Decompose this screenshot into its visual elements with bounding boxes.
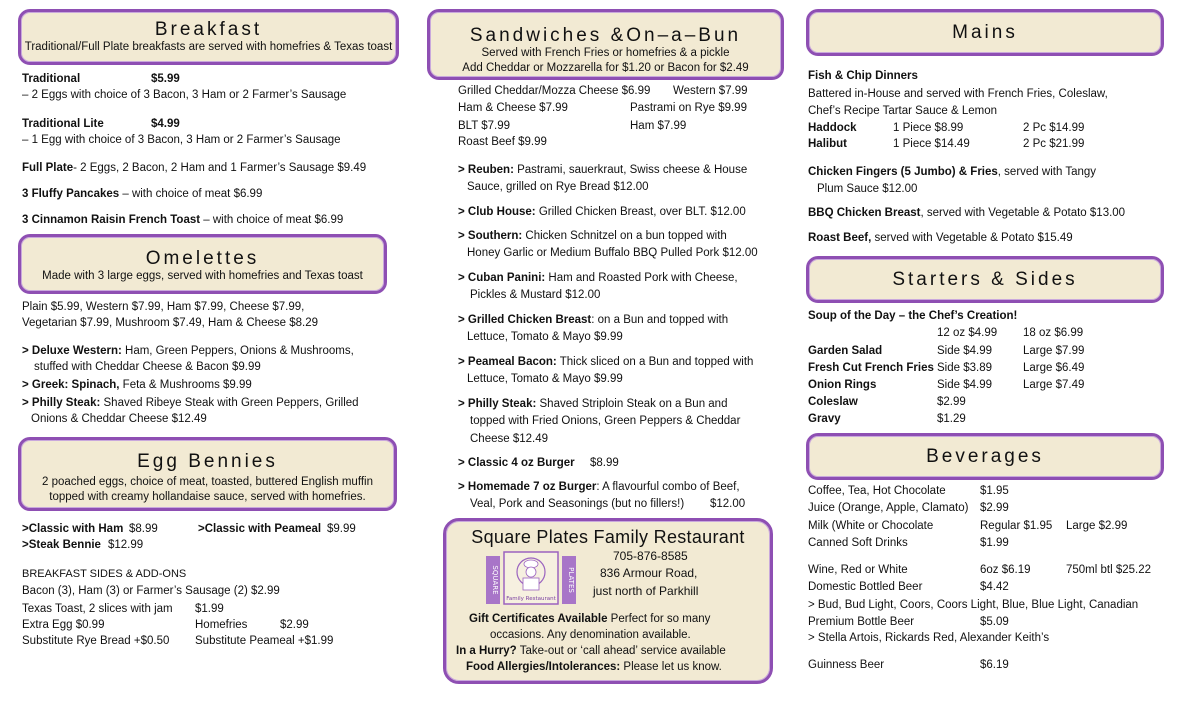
traditional-name: Traditional bbox=[22, 73, 81, 85]
halibut: Halibut bbox=[808, 138, 847, 150]
beverage-item-name: Canned Soft Drinks bbox=[808, 536, 908, 549]
sides-homefries: Homefries bbox=[195, 619, 248, 631]
philly-steak-desc-2: Cheese $12.49 bbox=[470, 433, 549, 445]
sides-texas-price: $1.99 bbox=[195, 603, 224, 615]
grilled-cheese: Grilled Cheddar/Mozza Cheese $6.99 bbox=[458, 85, 651, 97]
deluxe-western: > Deluxe Western: Ham, Green Peppers, Onions & Mushrooms, bbox=[22, 345, 354, 357]
peameal-bacon: > Peameal Bacon: Thick sliced on a Bun and topped with bbox=[458, 356, 754, 368]
sandwiches-title: Sandwiches &On–a–Bun bbox=[469, 25, 742, 46]
premium-beer: Premium Bottle Beer bbox=[808, 616, 915, 628]
sides-heading: BREAKFAST SIDES & ADD-ONS bbox=[22, 568, 187, 580]
classic-peameal-bennie: >Classic with Peameal bbox=[198, 523, 322, 535]
wine-6oz: 6oz $6.19 bbox=[980, 564, 1031, 576]
logo-left-text: SQUARE bbox=[491, 565, 499, 595]
premium-beer-list: > Stella Artois, Rickards Red, Alexander Keith’s bbox=[808, 632, 1050, 644]
sandwiches-subtitle-2: Add Cheddar or Mozzarella for $1.20 or Bacon for $2.49 bbox=[462, 62, 749, 74]
starter-item-price-b: Large $7.49 bbox=[1023, 379, 1085, 391]
deluxe-western-desc: stuffed with Cheddar Cheese & Bacon $9.99 bbox=[34, 361, 261, 373]
classic-burger: > Classic 4 oz Burger bbox=[458, 457, 575, 469]
homemade-burger-desc: Veal, Pork and Seasonings (but no fillers!) bbox=[470, 498, 685, 510]
fish-desc-2: Chef’s Recipe Tartar Sauce & Lemon bbox=[808, 105, 997, 117]
restaurant-address-1: 836 Armour Road, bbox=[600, 566, 698, 580]
fish-heading: Fish & Chip Dinners bbox=[808, 70, 918, 82]
beverage-item-price-b: Large $2.99 bbox=[1066, 519, 1128, 532]
homemade-burger: > Homemade 7 oz Burger: A flavourful combo of Beef, bbox=[458, 481, 740, 493]
pastrami-sandwich: Pastrami on Rye $9.99 bbox=[630, 102, 747, 114]
starter-item-price-a: Side $4.99 bbox=[937, 345, 992, 357]
classic-ham-bennie: >Classic with Ham bbox=[22, 523, 124, 535]
soup-12oz: 12 oz $4.99 bbox=[937, 327, 998, 339]
halibut-2pc: 2 Pc $21.99 bbox=[1023, 138, 1085, 150]
domestic-beer: Domestic Bottled Beer bbox=[808, 581, 923, 593]
philly-omelette-desc: Onions & Cheddar Cheese $12.49 bbox=[31, 413, 207, 425]
soup-18oz: 18 oz $6.99 bbox=[1023, 327, 1084, 339]
starter-item-price-a: $1.29 bbox=[937, 413, 966, 425]
philly-steak-desc-1: topped with Fried Onions, Green Peppers & Cheddar bbox=[470, 415, 741, 427]
starter-item-price-a: Side $3.89 bbox=[937, 362, 992, 374]
starter-item-name: Gravy bbox=[808, 413, 841, 425]
sides-texas: Texas Toast, 2 slices with jam bbox=[22, 603, 173, 615]
domestic-beer-list: > Bud, Bud Light, Coors, Coors Light, Blue, Blue Light, Canadian bbox=[808, 599, 1139, 611]
mains-title: Mains bbox=[952, 22, 1018, 43]
starter-item-price-b: Large $7.99 bbox=[1023, 345, 1085, 357]
steak-bennie: >Steak Bennie bbox=[22, 539, 101, 551]
beverage-item-name: Milk (White or Chocolate bbox=[808, 519, 934, 532]
bennies-subtitle-2: topped with creamy hollandaise sauce, served with homefries. bbox=[49, 491, 366, 503]
omelettes-line2: Vegetarian $7.99, Mushroom $7.49, Ham & Cheese $8.29 bbox=[22, 317, 318, 329]
philly-steak-sandwich: > Philly Steak: Shaved Striploin Steak on a Bun and bbox=[458, 398, 728, 410]
traditional-price: $5.99 bbox=[151, 73, 180, 85]
lite-price: $4.99 bbox=[151, 118, 180, 130]
steak-bennie-price: $12.99 bbox=[108, 539, 144, 551]
premium-beer-price: $5.09 bbox=[980, 616, 1009, 628]
bennies-title: Egg Bennies bbox=[137, 451, 278, 472]
greek-omelette: > Greek: Spinach, Feta & Mushrooms $9.99 bbox=[22, 379, 252, 391]
haddock: Haddock bbox=[808, 122, 857, 134]
starters-header bbox=[806, 256, 1164, 303]
halibut-1pc: 1 Piece $14.49 bbox=[893, 138, 970, 150]
beverage-item-price-a: $1.95 bbox=[980, 485, 1009, 497]
breakfast-subtitle: Traditional/Full Plate breakfasts are served with homefries & Texas toast bbox=[24, 41, 393, 53]
guinness: Guinness Beer bbox=[808, 659, 885, 671]
reuben: > Reuben: Pastrami, sauerkraut, Swiss cheese & House bbox=[458, 164, 748, 176]
lite-item bbox=[22, 117, 104, 132]
beverage-item-price-a: $2.99 bbox=[980, 502, 1009, 515]
roast-beef-main: Roast Beef, served with Vegetable & Potato $15.49 bbox=[808, 232, 1073, 244]
southern-desc: Honey Garlic or Medium Buffalo BBQ Pulled Pork $12.00 bbox=[467, 247, 758, 259]
in-a-hurry: In a Hurry? Take-out or ‘call ahead’ service available bbox=[456, 645, 726, 657]
peameal-bacon-desc: Lettuce, Tomato & Mayo $9.99 bbox=[467, 373, 623, 385]
breakfast-header bbox=[18, 9, 399, 65]
starters-title: Starters & Sides bbox=[892, 269, 1078, 290]
wine: Wine, Red or White bbox=[808, 564, 908, 576]
philly-omelette: > Philly Steak: Shaved Ribeye Steak with Green Peppers, Grilled bbox=[22, 397, 359, 409]
logo-right-text: PLATES bbox=[567, 567, 575, 593]
traditional-item bbox=[22, 72, 80, 87]
sides-meat: Bacon (3), Ham (3) or Farmer’s Sausage (2) $2.99 bbox=[22, 585, 280, 597]
sides-peameal: Substitute Peameal +$1.99 bbox=[195, 635, 334, 647]
logo-banner-text: Family Restaurant bbox=[506, 596, 556, 602]
cuban-panini: > Cuban Panini: Ham and Roasted Pork with Cheese, bbox=[458, 272, 738, 284]
gift-certificates: Gift Certificates Available Perfect for so many bbox=[469, 613, 711, 625]
sides-homefries-price: $2.99 bbox=[280, 619, 309, 631]
beverage-item-name: Coffee, Tea, Hot Chocolate bbox=[808, 485, 946, 497]
sandwiches-subtitle-1: Served with French Fries or homefries & a pickle bbox=[481, 47, 730, 59]
grilled-chicken-breast: > Grilled Chicken Breast: on a Bun and topped with bbox=[458, 314, 729, 326]
gift-certificates-desc: occasions. Any denomination available. bbox=[490, 629, 691, 641]
southern: > Southern: Chicken Schnitzel on a bun topped with bbox=[458, 230, 727, 242]
breakfast-title: Breakfast bbox=[154, 19, 263, 40]
beverage-item-name: Juice (Orange, Apple, Clamato) bbox=[808, 502, 969, 515]
classic-ham-price: $8.99 bbox=[129, 523, 158, 535]
sides-rye: Substitute Rye Bread +$0.50 bbox=[22, 635, 170, 647]
homemade-burger-price: $12.00 bbox=[710, 498, 746, 510]
sides-egg: Extra Egg $0.99 bbox=[22, 619, 105, 631]
classic-burger-price: $8.99 bbox=[590, 457, 619, 469]
fish-desc-1: Battered in-House and served with French Fries, Coleslaw, bbox=[808, 88, 1108, 100]
beverage-item-price-a: $1.99 bbox=[980, 536, 1009, 549]
blt-sandwich: BLT $7.99 bbox=[458, 120, 511, 132]
bennies-header bbox=[18, 437, 397, 511]
starter-item-price-b: Large $6.49 bbox=[1023, 362, 1085, 374]
chicken-fingers-desc: Plum Sauce $12.00 bbox=[817, 183, 918, 195]
classic-peameal-price: $9.99 bbox=[327, 523, 356, 535]
wine-bottle: 750ml btl $25.22 bbox=[1066, 564, 1152, 576]
starter-item-price-a: $2.99 bbox=[937, 396, 966, 408]
pancakes-item: 3 Fluffy Pancakes – with choice of meat $6.99 bbox=[22, 188, 263, 200]
restaurant-phone: 705-876-8585 bbox=[613, 549, 688, 563]
omelettes-header bbox=[18, 234, 387, 294]
soup-of-day: Soup of the Day – the Chef’s Creation! bbox=[808, 310, 1018, 322]
western-sandwich: Western $7.99 bbox=[673, 85, 748, 97]
restaurant-address-2: just north of Parkhill bbox=[593, 584, 699, 598]
club-house: > Club House: Grilled Chicken Breast, over BLT. $12.00 bbox=[458, 206, 746, 218]
beverages-title: Beverages bbox=[926, 446, 1044, 467]
chicken-fingers: Chicken Fingers (5 Jumbo) & Fries, served with Tangy bbox=[808, 166, 1097, 178]
cuban-panini-desc: Pickles & Mustard $12.00 bbox=[470, 289, 601, 301]
omelettes-title: Omelettes bbox=[145, 248, 260, 269]
roast-beef-sandwich: Roast Beef $9.99 bbox=[458, 136, 547, 148]
bennies-subtitle-1: 2 poached eggs, choice of meat, toasted, buttered English muffin bbox=[42, 476, 373, 488]
mains-header bbox=[806, 9, 1164, 56]
frenchtoast-item: 3 Cinnamon Raisin French Toast – with choice of meat $6.99 bbox=[22, 214, 344, 226]
haddock-1pc: 1 Piece $8.99 bbox=[893, 122, 964, 134]
restaurant-name: Square Plates Family Restaurant bbox=[471, 527, 745, 547]
sandwiches-header bbox=[427, 9, 784, 80]
fullplate-item: Full Plate- 2 Eggs, 2 Bacon, 2 Ham and 1 Farmer’s Sausage $9.49 bbox=[22, 162, 367, 174]
grilled-chicken-desc: Lettuce, Tomato & Mayo $9.99 bbox=[467, 331, 623, 343]
lite-name: Traditional Lite bbox=[22, 118, 104, 130]
reuben-desc: Sauce, grilled on Rye Bread $12.00 bbox=[467, 181, 649, 193]
starter-item-name: Fresh Cut French Fries bbox=[808, 362, 934, 374]
omelettes-subtitle: Made with 3 large eggs, served with homefries and Texas toast bbox=[42, 270, 363, 282]
beverages-header bbox=[806, 433, 1164, 480]
traditional-desc: – 2 Eggs with choice of 3 Bacon, 3 Ham or 2 Farmer’s Sausage bbox=[22, 89, 347, 101]
starter-item-name: Garden Salad bbox=[808, 345, 883, 357]
guinness-price: $6.19 bbox=[980, 659, 1009, 671]
domestic-beer-price: $4.42 bbox=[980, 581, 1009, 593]
beverage-item-price-a: Regular $1.95 bbox=[980, 519, 1053, 532]
haddock-2pc: 2 Pc $14.99 bbox=[1023, 122, 1085, 134]
ham-cheese-sandwich: Ham & Cheese $7.99 bbox=[458, 102, 568, 114]
ham-sandwich: Ham $7.99 bbox=[630, 120, 687, 132]
starter-item-name: Coleslaw bbox=[808, 396, 858, 408]
bbq-chicken: BBQ Chicken Breast, served with Vegetable & Potato $13.00 bbox=[808, 207, 1126, 219]
restaurant-logo bbox=[486, 550, 576, 608]
lite-desc: – 1 Egg with choice of 3 Bacon, 3 Ham or 2 Farmer’s Sausage bbox=[22, 134, 341, 146]
food-allergies: Food Allergies/Intolerances: Please let us know. bbox=[466, 661, 722, 673]
omelettes-line1: Plain $5.99, Western $7.99, Ham $7.99, Cheese $7.99, bbox=[22, 301, 305, 313]
starter-item-price-a: Side $4.99 bbox=[937, 379, 992, 391]
starter-item-name: Onion Rings bbox=[808, 379, 877, 391]
